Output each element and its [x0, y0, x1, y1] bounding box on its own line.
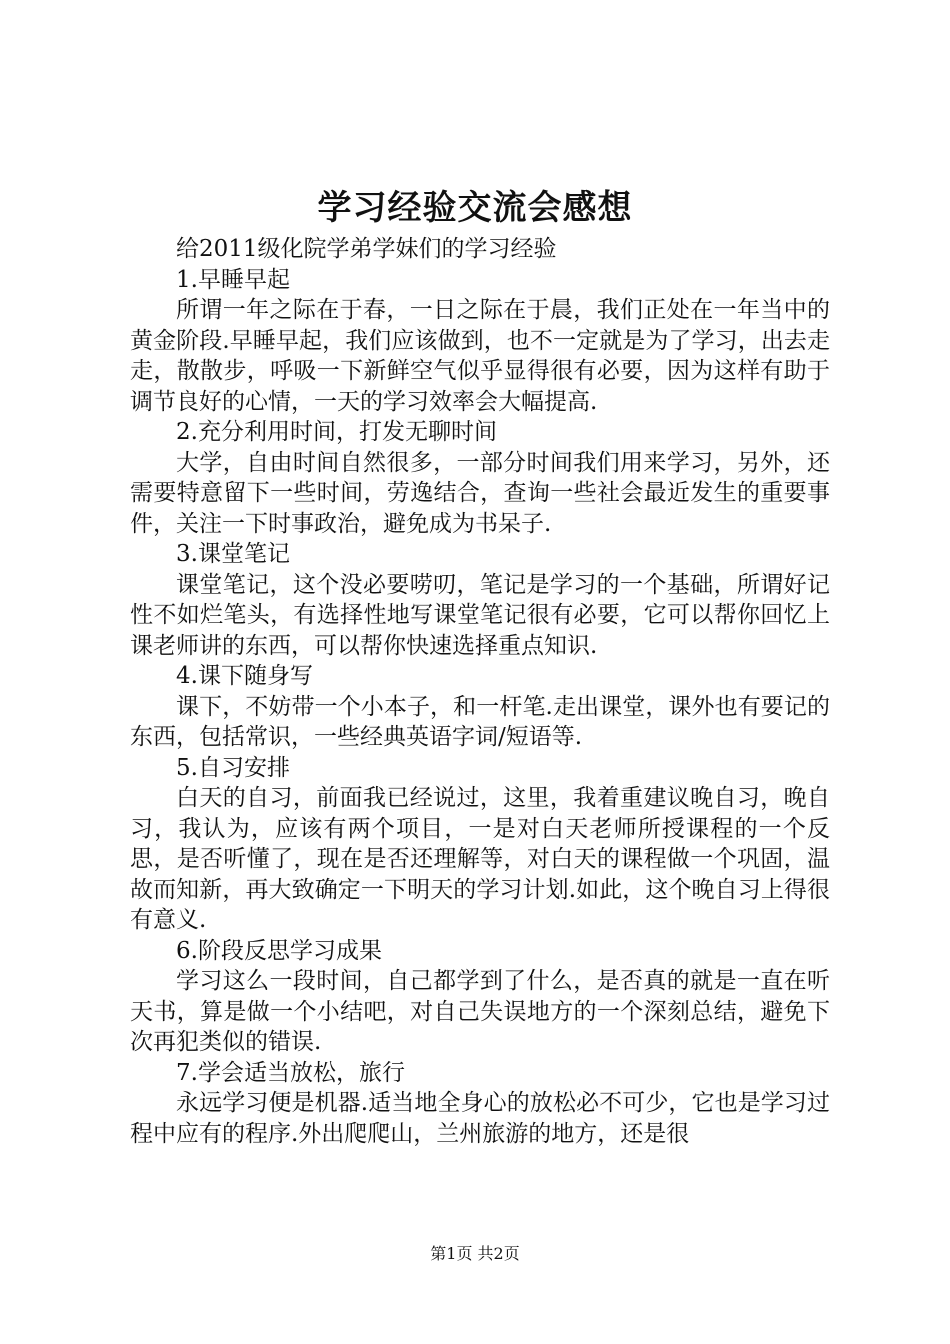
page-indicator: 第1页 共2页: [430, 1244, 520, 1263]
section-heading-1: 1.早睡早起: [176, 266, 290, 293]
section-body-2: 大学，自由时间自然很多，一部分时间我们用来学习，另外，还需要特意留下一些时间，劳逸结合，查询一些社会最近发生的重要事件，关注一下时事政治，避免成为书呆子.: [130, 449, 830, 537]
section-body-3: 课堂笔记，这个没必要唠叨，笔记是学习的一个基础，所谓好记性不如烂笔头，有选择性地写课堂笔记很有必要，它可以帮你回忆上课老师讲的东西，可以帮你快速选择重点知识.: [130, 571, 830, 659]
section-heading-5: 5.自习安排: [176, 754, 290, 781]
section-body-5: 白天的自习，前面我已经说过，这里，我着重建议晚自习，晚自习，我认为，应该有两个项目，一是对白天老师所授课程的一个反思，是否听懂了，现在是否还理解等，对白天的课程做一个巩固，温故而知新，再大致确定一下明天的学习计划.如此，这个晚自习上得很有意义.: [130, 785, 830, 933]
section-body-7: 永远学习便是机器.适当地全身心的放松必不可少，它也是学习过程中应有的程序.外出爬爬山，兰州旅游的地方，还是很: [130, 1090, 830, 1147]
intro-line: 给2011级化院学弟学妹们的学习经验: [176, 236, 557, 262]
section-heading-6: 6.阶段反思学习成果: [176, 937, 382, 964]
section-body-4: 课下，不妨带一个小本子，和一杆笔.走出课堂，课外也有要记的东西，包括常识，一些经典英语字词/短语等.: [130, 693, 830, 750]
document-body: [130, 234, 830, 1149]
page-title: 学习经验交流会感想: [317, 188, 633, 228]
section-heading-7: 7.学会适当放松，旅行: [176, 1059, 405, 1086]
section-heading-4: 4.课下随身写: [176, 663, 313, 689]
section-body-6: 学习这么一段时间，自己都学到了什么，是否真的就是一直在听天书，算是做一个小结吧，对自己失误地方的一个深刻总结，避免下次再犯类似的错误.: [130, 968, 830, 1055]
section-body-1: 所谓一年之际在于春，一日之际在于晨，我们正处在一年当中的黄金阶段.早睡早起，我们应该做到，也不一定就是为了学习，出去走走，散散步，呼吸一下新鲜空气似乎显得很有必要，因为这样有助于调节良好的心情，一天的学习效率会大幅提高.: [130, 297, 830, 415]
section-heading-3: 3.课堂笔记: [176, 541, 290, 567]
section-heading-2: 2.充分利用时间，打发无聊时间: [176, 419, 497, 445]
